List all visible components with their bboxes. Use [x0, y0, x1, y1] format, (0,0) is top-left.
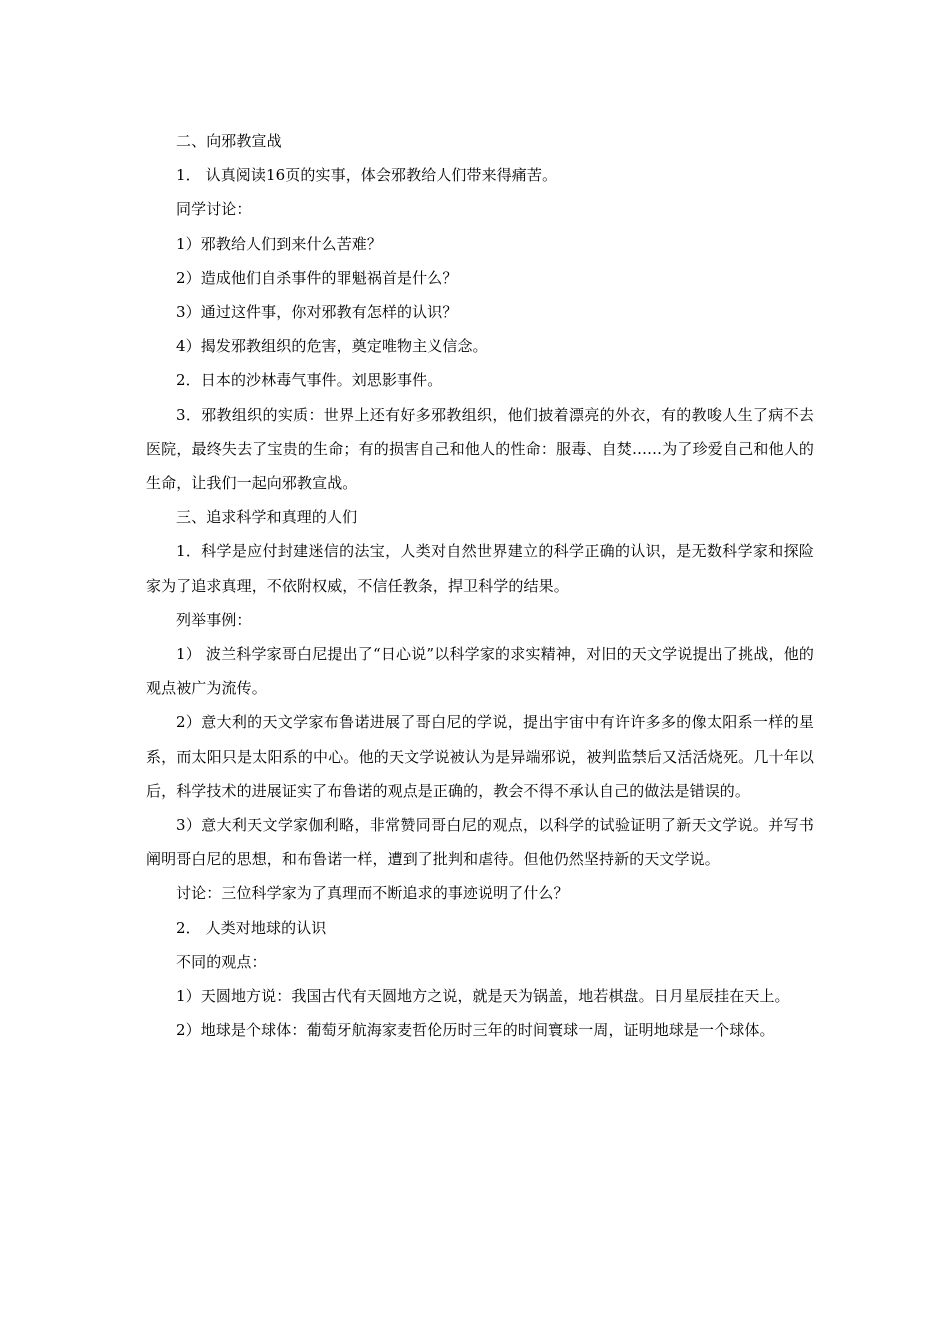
paragraph: 3．邪教组织的实质：世界上还有好多邪教组织，他们披着漂亮的外衣，有的教唆人生了病不去医院，最终失去了宝贵的生命；有的损害自己和他人的性命：服毒、自焚……为了珍爱自己和他人的生命，让我们一起向邪教宣战。 — [146, 405, 814, 493]
document-body — [146, 124, 814, 1047]
section-heading-3: 三、追求科学和真理的人们 — [176, 508, 358, 527]
list-item: 1）邪教给人们到来什么苦难？ — [176, 234, 382, 253]
paragraph: 1．科学是应付封建迷信的法宝，人类对自然世界建立的科学正确的认识，是无数科学家和探险家为了追求真理，不依附权威，不信任教条，捍卫科学的结果。 — [146, 542, 814, 595]
paragraph: 1． 认真阅读16页的实事，体会邪教给人们带来得痛苦。 — [176, 166, 558, 185]
list-item: 2）造成他们自杀事件的罪魁祸首是什么？ — [176, 268, 458, 287]
paragraph: 不同的观点： — [176, 952, 267, 971]
list-item: 4）揭发邪教组织的危害，奠定唯物主义信念。 — [176, 337, 488, 356]
paragraph: 2．日本的沙林毒气事件。刘思影事件。 — [176, 371, 443, 390]
paragraph: 列举事例： — [176, 610, 252, 629]
paragraph: 讨论：三位科学家为了真理而不断追求的事迹说明了什么？ — [176, 884, 569, 903]
list-item: 1）天圆地方说：我国古代有天圆地方之说，就是天为锅盖，地若棋盘。日月星辰挂在天上。 — [176, 987, 790, 1006]
list-item: 3）意大利天文学家伽利略，非常赞同哥白尼的观点，以科学的试验证明了新天文学说。并写书阐明哥白尼的思想，和布鲁诺一样，遭到了批判和虐待。但他仍然坚持新的天文学说。 — [146, 816, 814, 869]
list-item: 3）通过这件事，你对邪教有怎样的认识？ — [176, 303, 458, 322]
paragraph: 2． 人类对地球的认识 — [176, 918, 327, 937]
list-item: 1） 波兰科学家哥白尼提出了“日心说”以科学家的求实精神，对旧的天文学说提出了挑战，他的观点被广为流传。 — [146, 645, 814, 698]
list-item: 2）地球是个球体：葡萄牙航海家麦哲伦历时三年的时间寰球一周，证明地球是一个球体。 — [176, 1021, 775, 1040]
list-item: 2）意大利的天文学家布鲁诺进展了哥白尼的学说，提出宇宙中有许许多多的像太阳系一样的星系，而太阳只是太阳系的中心。他的天文学说被认为是异端邪说，被判监禁后又活活烧死。几十年以后，科学技术的进展证实了布鲁诺的观点是正确的，教会不得不承认自己的做法是错误的。 — [146, 713, 814, 800]
paragraph: 同学讨论： — [176, 200, 252, 219]
section-heading-2: 二、向邪教宣战 — [176, 132, 282, 150]
